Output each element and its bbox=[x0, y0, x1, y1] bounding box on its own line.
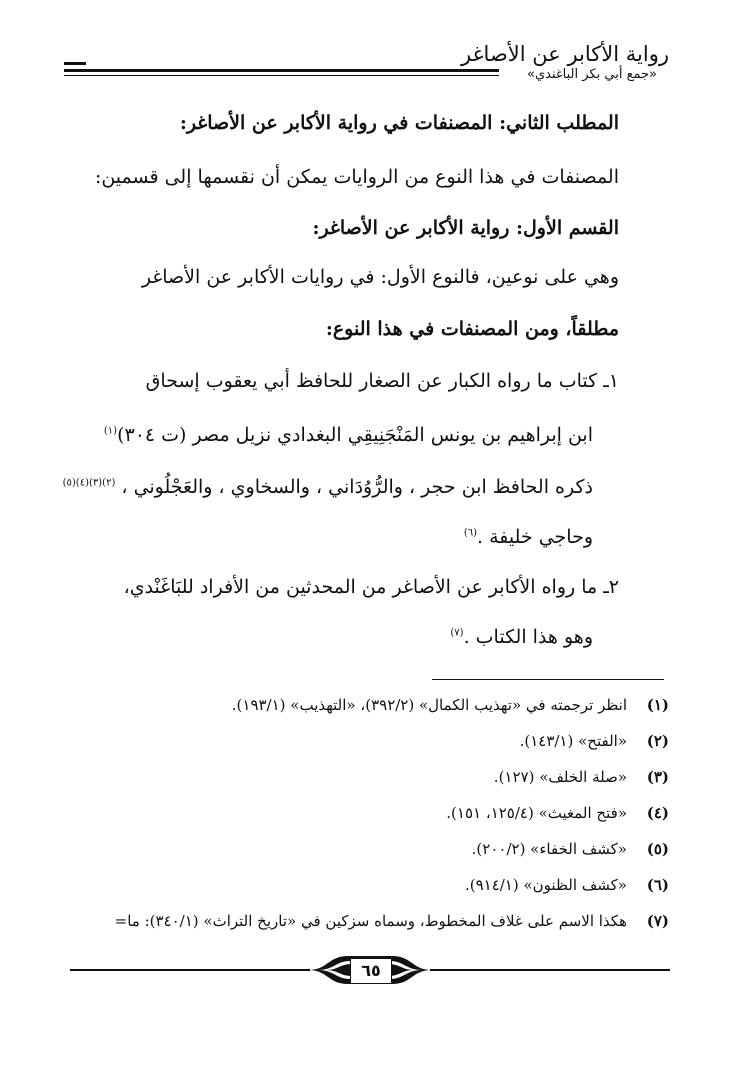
paragraph-line: وهي على نوعين، فالنوع الأول: في روايات الأكابر عن الأصاغر bbox=[141, 266, 619, 288]
footnote bbox=[60, 768, 669, 786]
page-number: ٦٥ bbox=[350, 958, 392, 984]
footnote-number: (٤) bbox=[646, 804, 669, 822]
footer-rule-right bbox=[430, 969, 670, 971]
footnote-mark: (٣) bbox=[88, 477, 103, 489]
paragraph-line: مطلقاً، ومن المصنفات في هذا النوع: bbox=[325, 318, 619, 340]
book-title: رواية الأكابر عن الأصاغر bbox=[460, 42, 669, 66]
footnote-text: هكذا الاسم على غلاف المخطوط، وسماه سزكين في «تاريخ التراث» (٣٤٠/١): ما= bbox=[114, 912, 627, 930]
list-item-1: ١ـ كتاب ما رواه الكبار عن الصغار للحافظ أبي يعقوب إسحاق bbox=[145, 370, 619, 392]
list-item-1-cont-text: ابن إبراهيم بن يونس المَنْجَنِيقِي البغدادي نزيل مصر (ت ٣٠٤) bbox=[117, 424, 593, 446]
footnote-number: (١) bbox=[646, 696, 669, 714]
footnote-number: (٢) bbox=[646, 732, 669, 750]
footnote-text: انظر ترجمته في «تهذيب الكمال» (٣٩٢/٢)، «التهذيب» (١٩٣/١). bbox=[231, 696, 627, 714]
footnote-separator bbox=[432, 679, 664, 680]
running-header bbox=[64, 42, 669, 90]
citation-line-text: ذكره الحافظ ابن حجر ، والرُّوُدَاني ، والسخاوي ، والعَجْلُوني ، bbox=[121, 476, 593, 498]
header-rule-thin bbox=[64, 75, 499, 76]
footnote bbox=[60, 840, 669, 858]
footnote bbox=[60, 876, 669, 894]
footnote-number: (٧) bbox=[646, 912, 669, 930]
footnote-text: «الفتح» (١٤٣/١). bbox=[519, 732, 627, 750]
footnote bbox=[60, 804, 669, 822]
footnote-mark: (٥) bbox=[62, 477, 76, 489]
footer-rule-left bbox=[70, 969, 310, 971]
footnote-mark: (١) bbox=[103, 425, 118, 437]
footnote-mark: (٧) bbox=[450, 627, 464, 639]
footnote-text: «كشف الخفاء» (٢٠٠/٢). bbox=[471, 840, 627, 858]
footnote bbox=[60, 732, 669, 750]
footnote-number: (٥) bbox=[646, 840, 669, 858]
footnote-mark: (٤) bbox=[75, 477, 89, 489]
footnote-text: «فتح المغيث» (١٢٥/٤، ١٥١). bbox=[446, 804, 627, 822]
header-rule bbox=[64, 69, 499, 72]
section-heading: المطلب الثاني: المصنفات في رواية الأكابر عن الأصاغر: bbox=[179, 112, 619, 134]
list-item-2-cont-text: وهو هذا الكتاب . bbox=[463, 626, 593, 648]
page-footer bbox=[70, 952, 670, 988]
footnote bbox=[60, 696, 669, 714]
citation-line-cont bbox=[70, 526, 619, 548]
footnote-mark: (٦) bbox=[463, 527, 478, 539]
header-dash bbox=[64, 62, 86, 65]
list-item-1-cont bbox=[70, 424, 619, 446]
footnote-text: «صلة الخلف» (١٢٧). bbox=[493, 768, 627, 786]
book-subtitle: «جمع أبي بكر الباغندي» bbox=[527, 67, 657, 82]
footnote-number: (٣) bbox=[646, 768, 669, 786]
footnote-text: «كشف الظنون» (٩١٤/١). bbox=[464, 876, 627, 894]
citation-line-cont-text: وحاجي خليفة . bbox=[477, 526, 593, 548]
paragraph-line: المصنفات في هذا النوع من الروايات يمكن أن نقسمها إلى قسمين: bbox=[94, 166, 619, 188]
footnote-number: (٦) bbox=[646, 876, 669, 894]
subsection-heading: القسم الأول: رواية الأكابر عن الأصاغر: bbox=[312, 217, 619, 239]
list-item-2-cont bbox=[70, 626, 619, 648]
list-item-2: ٢ـ ما رواه الأكابر عن الأصاغر من المحدثين من الأفراد للبَاغَنْدي، bbox=[123, 576, 619, 598]
footnote bbox=[60, 912, 669, 930]
footnote-mark: (٢) bbox=[102, 477, 116, 489]
citation-line bbox=[62, 476, 619, 498]
